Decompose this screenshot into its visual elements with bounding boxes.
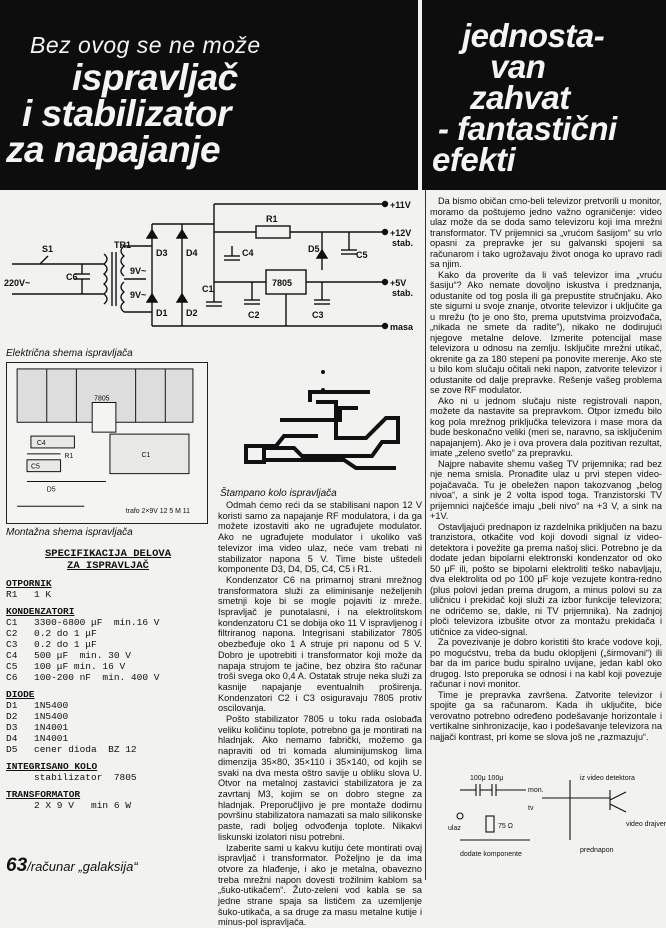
spec-section-heading: KONDENZATORI (6, 606, 210, 617)
paragraph: Kako da proverite da li vaš televizor ima „vruću šasiju“? Ako nemate dovoljno iskustva i predznanja, odustanite od tog posla ili ga prepustite stručnjaku. Ako ste sigurni u svoje znanje, otvorite televizor i uključite ga u mrežu (to je ono što, prema uputstvima proizvođača, „nikada ne smete da radite“), nikako ne dodirujući njegove metalne delove. Izmerite potencijal mase televizora u odnosu na zemlju. Isključite mrežni utikač, okrenite ga za 180 stepeni pa ponovite merenje. Ako ste u bilo kom slučaju očitali neki napon, zatvorite televizor i odustanite od dalje prepravke. Rešenje vašeg problema se zove RF modulator. (430, 270, 662, 396)
c3-label: C3 (312, 310, 324, 320)
d5-label: D5 (308, 244, 320, 254)
pcb-caption: Štampano kolo ispravljača (220, 488, 337, 499)
c2-label: C2 (248, 310, 260, 320)
spec-title: SPECIFIKACIJA DELOVA (6, 548, 210, 560)
spec-row: stabilizator 7805 (6, 772, 210, 783)
output-12v-label: +12V (390, 228, 411, 238)
spec-row: D3 1N4001 (6, 722, 210, 733)
parts-specification (6, 548, 210, 811)
layout-r1-label: R1 (65, 453, 74, 460)
paragraph: Ako ni u jednom slučaju niste registrovali napon, možete da nastavite sa prepravkom. Otpor između bilo kog pola mrežnog priključka televizora i mase mora da bude beskonačno veliki (meri se, naravno, sa isključenim napajanjem). Ako je i ova provera dala pozitivan rezultat, imate „zeleno svetlo“ za prepravku. (430, 396, 662, 459)
resistor-label: 75 Ω (498, 823, 513, 830)
spec-row: C3 0.2 do 1 μF (6, 639, 210, 650)
spec-row: D1 1N5400 (6, 700, 210, 711)
headline-line: - fantastični (432, 113, 664, 144)
paragraph: Pošto stabilizator 7805 u toku rada oslobađa veliku količinu toplote, potrebno ga je montirati na hladnjak. Ako nemamo fabrički, možemo ga napraviti od tri komada aluminijumskog lima dimenzija 35×80, 35×110 i 35×140, od kojih se svaki na dva mesta oštro savije u obliku slova U. Otvor na metalnoj zastavici stabilizatora je za zavrtanj M3, kojim se on dobro stegne za hladnjak. Preporučljivo je pre montaže dodirnu površinu stabilizatora namazati sa malo silikonske paste, radi boljeg odvođenja toplote. Nikakvi liskunski izolatori nisu potrebni. (218, 714, 422, 842)
video-input-schematic (430, 770, 662, 860)
headline-line: za napajanje (6, 132, 416, 168)
headline-line: zahvat (432, 82, 664, 113)
spec-section-heading: INTEGRISANO KOLO (6, 761, 210, 772)
spec-row: D5 cener dioda BZ 12 (6, 744, 210, 755)
c6-label: C6 (66, 272, 78, 282)
headline-line: ispravljač (6, 60, 416, 96)
article-headline (6, 60, 416, 168)
c4-label: C4 (242, 248, 254, 258)
mon-label: mon. (528, 787, 544, 794)
video-driver-label: video drajver (626, 821, 666, 828)
caps-label: 100μ 100μ (470, 775, 503, 782)
detector-label: iz video detektora (580, 775, 635, 782)
page-footer (6, 855, 138, 877)
assembly-layout-drawing (6, 362, 208, 524)
headline-line: van (432, 51, 664, 82)
v9b-label: 9V~ (130, 290, 146, 300)
d4-label: D4 (186, 248, 198, 258)
kicker: Bez ovog se ne može (30, 32, 261, 59)
layout-caption: Montažna shema ispravljača (6, 527, 133, 538)
paragraph: Odmah ćemo reći da se stabilisani napon 12 V koristi samo za napajanje RF modulatora, i da ga možete izostaviti ako ne ugrađujete modulator. Ako ne ugrađujete modulator i ukoliko vaš televizor ima video ulaz, neće vam trebati ni stabilizator napona 5 V. Time biste uštedeli komponente D3, D4, D5, C4, C5 i R1. (218, 500, 422, 575)
column-divider (425, 190, 426, 880)
tv-label: tv (528, 805, 534, 812)
paragraph: Da bismo običan crno-beli televizor pretvorili u monitor, moramo da poštujemo jedno važno ograničenje: video ulaz može da se doda samo televizoru koji ima mrežni transformator. TV prijemnici sa „vrućom šasijom“ su vrlo opasni za prepravke jer su galvanski spojeni sa računarom i tako ugrožavaju život onoga ko upravo radi sa njim. (430, 196, 662, 270)
bias-label: prednapon (580, 847, 614, 854)
paragraph: Za povezivanje je dobro koristiti što kraće vodove koji, po mogućstvu, treba da budu oklopljeni („širmovani“) ili bar da im parice budu spiralno uvijane, jedan kabl oko drugog. Isto preporuka se odnosi i na kabl koji povezuje računar i novi monitor. (430, 637, 662, 690)
page-number: 63 (6, 855, 27, 876)
spec-section-heading: TRANSFORMATOR (6, 789, 210, 800)
terminal-labels: trafo 2×9V 12 5 M 11 (126, 508, 190, 515)
right-column-text (430, 196, 662, 742)
spec-row: D4 1N4001 (6, 733, 210, 744)
output-5v-label: +5V (390, 278, 406, 288)
layout-d5-label: D5 (47, 486, 56, 493)
ground-label: masa (390, 322, 414, 332)
layout-c5-label: C5 (31, 464, 40, 471)
output-11v-label: +11V (390, 200, 411, 210)
pcb-drawing (220, 362, 420, 484)
headline-line: jednosta- (432, 20, 664, 51)
paragraph: Ostavljajući prednapon iz razdelnika priključen na bazu tranzistora, otkačite vod koji dovodi signal iz video-detektora i povežite ga prema našoj slici. Potrebno je da dodate jedan bipolarni elektronski kondenzator od oko 50 μF ili, pošto se bipolarni elektroliti teško nabavljaju, dva elektrolita od po 100 μF koje vezujete kontra-redno (plus polovi jedan prema drugom, a minus polovi su za uličnicu i prekidač koji služi za izbor funkcije televizora; ne odričemo se, dakle, ni TV prijemnika). Na zadnjoj ploči televizora izbušite otvor za montažu prekidača i utičnice za video-signal. (430, 522, 662, 638)
layout-reg-label: 7805 (94, 396, 110, 403)
tr1-label: TR1 (114, 240, 131, 250)
spec-row: C4 500 μF min. 30 V (6, 650, 210, 661)
d3-label: D3 (156, 248, 168, 258)
spec-row: C1 3300-6800 μF min.16 V (6, 617, 210, 628)
spec-row: C2 0.2 do 1 μF (6, 628, 210, 639)
c1-label: C1 (202, 284, 214, 294)
magazine-name: /računar „galaksija“ (27, 859, 138, 874)
right-title-banner (422, 0, 666, 190)
rectifier-schematic (4, 194, 422, 346)
middle-column-text (218, 500, 422, 928)
spec-section-heading: DIODE (6, 689, 210, 700)
paragraph: Najpre nabavite shemu vašeg TV prijemnika; rad bez nje nema smisla. Pronađite ulaz u prvi stepen video-pojačavača. Tu je obeležen napon takozvanog „belog nivoa“, a sink je 2 volta ispod toga. Tranzistorski TV prijemnici najčešće imaju „beli nivo“ na +3 V, a sink na +1V. (430, 459, 662, 522)
added-components-label: dodate komponente (460, 851, 522, 858)
c5-label: C5 (356, 250, 368, 260)
spec-row: D2 1N5400 (6, 711, 210, 722)
output-5v-stab-label: stab. (392, 288, 413, 298)
input-label: ulaz (448, 825, 461, 832)
layout-c4-label: C4 (37, 440, 46, 447)
s1-label: S1 (42, 244, 53, 254)
r1-label: R1 (266, 214, 278, 224)
layout-c1-label: C1 (142, 452, 151, 459)
paragraph: Time je prepravka završena. Zatvorite televizor i spojite ga sa računarom. Kada ih uključite, biće verovatno potrebno određeno podešavanje horizontale i vertikalne sinhronizacije, kao i podešavanje televizora na najjači kontrast, pri kome se slova još ne „razmazuju“. (430, 690, 662, 743)
headline-line: efekti (432, 144, 664, 175)
paragraph: Kondenzator C6 na primarnoj strani mrežnog transformatora služi za eliminisanje neželjenih smetnji koje bi se mogle pojaviti iz mreže. Ispravljač je punotalasni, i na elektrolitskom kondenzatoru C1 se dobija oko 11 V ispravljenog i filtriranog napona. Integrisani stabilizator 7805 obezbeđuje oko 1 A struje pri naponu od 5 V. Dobro je upotrebiti i transformator koji može da napaja strujom te jačine, bez obzira što računar troši svega oko 0,4 A. Ostatak struje neka služi za kasnije napajanje eventualnih proširenja. Kondenzatori C2 i C3 osiguravaju 7805 protiv oscilovanja. (218, 575, 422, 714)
d2-label: D2 (186, 308, 198, 318)
left-title-banner (0, 0, 418, 190)
spec-row: C6 100-200 nF min. 400 V (6, 672, 210, 683)
mains-label: 220V~ (4, 278, 30, 288)
headline-line: i stabilizator (6, 96, 416, 132)
spec-section-heading: OTPORNIK (6, 578, 210, 589)
paragraph: Izaberite sami u kakvu kutiju ćete montirati ovaj ispravljač i transformator. Poželjno je da ima otvore za hlađenje, i ako je metalna, obavezno treba mrežni napon dovesti trožilnim kablom sa „šuko-utikačem“. Žuto-zeleni vod kabla se sa jedne strane spaja sa lističem za uzemljenje šuko-utikača, a sa druge za masu metalne kutije i minus-pol ispravljača. (218, 843, 422, 928)
spec-row: 2 X 9 V min 6 W (6, 800, 210, 811)
schematic-caption: Električna shema ispravljača (6, 348, 133, 359)
spec-row: C5 100 μF min. 16 V (6, 661, 210, 672)
spec-subtitle: ZA ISPRAVLJAČ (6, 560, 210, 572)
right-headline (432, 20, 664, 175)
output-12v-stab-label: stab. (392, 238, 413, 248)
d1-label: D1 (156, 308, 168, 318)
regulator-label: 7805 (272, 278, 292, 288)
spec-row: R1 1 K (6, 589, 210, 600)
v9a-label: 9V~ (130, 266, 146, 276)
